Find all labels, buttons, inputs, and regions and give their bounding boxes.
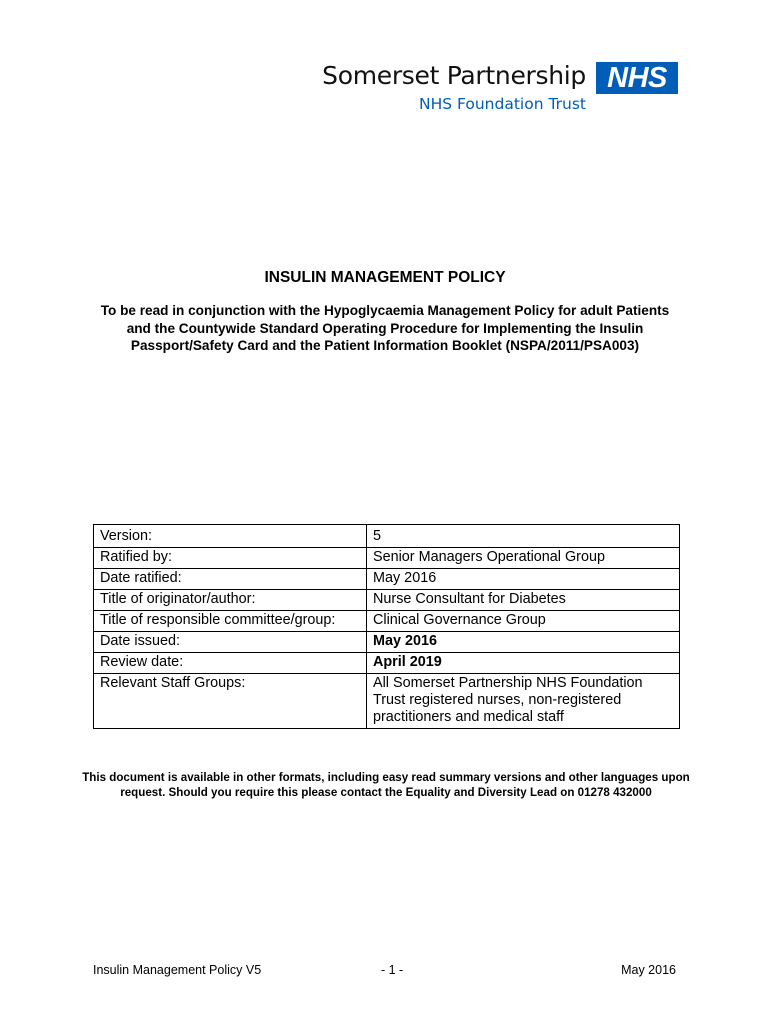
- row-value: 5: [367, 525, 680, 548]
- row-value: All Somerset Partnership NHS Foundation Trust registered nurses, non-registered practitioners and medical staff: [367, 674, 680, 729]
- trust-logo: [322, 62, 678, 114]
- row-value: May 2016: [367, 569, 680, 590]
- row-label: Ratified by:: [94, 548, 367, 569]
- footer-document-name: Insulin Management Policy V5: [93, 963, 262, 977]
- footer-date: May 2016: [621, 963, 676, 977]
- table-row: [94, 525, 680, 548]
- row-label: Review date:: [94, 653, 367, 674]
- row-label: Version:: [94, 525, 367, 548]
- row-value: April 2019: [367, 653, 680, 674]
- table-row: [94, 548, 680, 569]
- table-row: [94, 674, 680, 729]
- row-label: Title of responsible committee/group:: [94, 611, 367, 632]
- table-row: [94, 590, 680, 611]
- row-label: Title of originator/author:: [94, 590, 367, 611]
- organisation-name: Somerset Partnership: [322, 61, 586, 90]
- document-title: INSULIN MANAGEMENT POLICY: [264, 269, 506, 286]
- table-row: [94, 611, 680, 632]
- row-value: Senior Managers Operational Group: [367, 548, 680, 569]
- availability-note: This document is available in other formats, including easy read summary versions and other languages upon request. Should you require this please contact the Equality and Diversity Lead on 01278 432000: [82, 771, 690, 799]
- table-row: [94, 632, 680, 653]
- document-info-table: [93, 524, 680, 729]
- row-label: Relevant Staff Groups:: [94, 674, 367, 729]
- row-label: Date ratified:: [94, 569, 367, 590]
- trust-name-block: [322, 62, 586, 114]
- organisation-subtitle: NHS Foundation Trust: [418, 95, 586, 113]
- row-value: May 2016: [367, 632, 680, 653]
- row-value: Clinical Governance Group: [367, 611, 680, 632]
- footer-page-number: - 1 -: [381, 963, 404, 977]
- nhs-logo-icon: NHS: [596, 62, 678, 94]
- table-row: [94, 653, 680, 674]
- row-value: Nurse Consultant for Diabetes: [367, 590, 680, 611]
- row-label: Date issued:: [94, 632, 367, 653]
- document-intro: To be read in conjunction with the Hypoglycaemia Management Policy for adult Patients and the Countywide Standard Operating Procedure for Implementing the Insulin Passport/Safety Card and the Patient Information Booklet (NSPA/2011/PSA003): [100, 303, 670, 353]
- table-row: [94, 569, 680, 590]
